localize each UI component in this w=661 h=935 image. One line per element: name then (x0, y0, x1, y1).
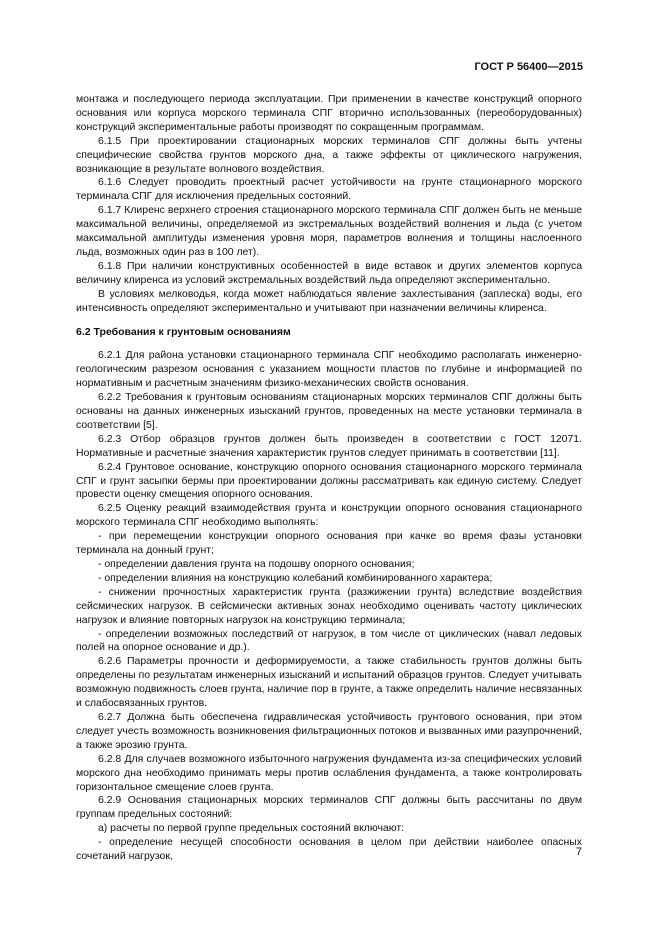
paragraph: 6.1.5 При проектировании стационарных морских терминалов СПГ должны быть учтены специфические свойства грунтов морского дна, а также эффекты от циклического нагружения, возникающие в результате волнового воздействия. (76, 135, 582, 175)
paragraph: 6.1.7 Клиренс верхнего строения стационарного морского терминала СПГ должен быть не меньше максимальной величины, определяемой из экстремальных воздействий волнения и льда (с учетом максимальной амплитуды изменения уровня моря, параметров волнения и толщины наслоенного льда, возможных один раз в 100 лет). (76, 205, 582, 258)
paragraph: 6.2.1 Для района установки стационарного терминала СПГ необходимо располагать инженерно-геологическим разрезом основания с указанием мощности пластов по глубине и информацией по нормативным и расчетным значениям физико-механических свойств основания. (76, 350, 582, 390)
paragraph: 6.2.4 Грунтовое основание, конструкцию опорного основания стационарного морского терминала СПГ и грунт засыпки бермы при проектировании должны рассматривать как единую систему. Следует провести оценку смещения опорного основания. (76, 461, 582, 501)
paragraph: 6.2.5 Оценку реакций взаимодействия грунта и конструкции опорного основания стационарного морского терминала СПГ необходимо выполнять: (76, 503, 582, 529)
paragraph: - снижении прочностных характеристик грунта (разжижении грунта) вследствие воздействия сейсмических нагрузок. В сейсмически активных зонах необходимо оценивать частоту циклических нагрузок и влияние повторных нагрузок на конструкцию терминала; (76, 586, 582, 626)
paragraphs-after (76, 349, 582, 864)
paragraph: 6.1.8 При наличии конструктивных особенностей в виде вставок и других элементов корпуса величину клиренса из условий экстремальных воздействий льда определяют экспериментально. (76, 260, 582, 286)
paragraph: 6.1.6 Следует проводить проектный расчет устойчивости на грунте стационарного морского терминала СПГ для исключения предельных состояний. (76, 177, 582, 203)
paragraph: 6.2.2 Требования к грунтовым основаниям стационарных морских терминалов СПГ должны быть основаны на данных инженерных изысканий грунтов, проведенных на месте установки терминала в соответствии [5]. (76, 392, 582, 431)
paragraph: 6.2.7 Должна быть обеспечена гидравлическая устойчивость грунтового основания, при этом следует учесть возможность возникновения фильтрационных потоков и вызванных ими разупрочнений, а также эрозию грунта. (76, 711, 583, 751)
paragraph: - при перемещении конструкции опорного основания при качке во время фазы установки терминала на донный грунт; (76, 531, 582, 557)
paragraph: 6.2.3 Отбор образцов грунтов должен быть произведен в соответствии с ГОСТ 12071. Нормативные и расчетные значения характеристик грунтов следует принимать в соответствии [11]. (76, 433, 582, 459)
section-heading: 6.2 Требования к грунтовым основаниям (76, 325, 291, 338)
page-number: 7 (575, 846, 582, 858)
paragraph: 6.2.8 Для случаев возможного избыточного нагружения фундамента из-за специфических условий морского дна необходимо принимать меры против ослабления фундамента, а также контролировать горизонтальное смещение слоев грунта. (76, 753, 582, 793)
page-body (76, 93, 582, 864)
paragraph: 6.2.9 Основания стационарных морских терминалов СПГ должны быть рассчитаны по двум группам предельных состояний: (76, 795, 582, 821)
standard-number: ГОСТ Р 56400—2015 (474, 61, 583, 73)
paragraphs-before (76, 93, 582, 316)
paragraph: 6.2.6 Параметры прочности и деформируемости, а также стабильность грунтов должны быть определены по результатам инженерных изысканий и испытаний образцов грунтов. Следует учитывать возможную подвижность слоев грунта, наличие пор в грунте, а также определить наличие несвязанных и слабосвязанных грунтов. (76, 656, 582, 710)
paragraph: а) расчеты по первой группе предельных состояний включают: (98, 823, 405, 835)
paragraph: - определении давления грунта на подошву опорного основания; (98, 559, 415, 570)
paragraph: В условиях мелководья, когда может наблюдаться явление захлестывания (заплеска) воды, его интенсивность определяют экспериментально и учитывают при назначении величины клиренса. (76, 288, 582, 314)
paragraph: - определении возможных последствий от нагрузок, в том числе от циклических (навал ледовых полей на опорное основание и др.). (76, 628, 582, 654)
paragraph: - определении влияния на конструкцию колебаний комбинированного характера; (98, 572, 493, 584)
paragraph: - определение несущей способности основания в целом при действии наиболее опасных сочетаний нагрузок, (76, 837, 582, 863)
paragraph: монтажа и последующего периода эксплуатации. При применении в качестве конструкций опорного основания или корпуса морского терминала СПГ вторично использованных (переоборудованных) конструкций экспериментальные работы производят по сокращенным программам. (76, 94, 582, 133)
